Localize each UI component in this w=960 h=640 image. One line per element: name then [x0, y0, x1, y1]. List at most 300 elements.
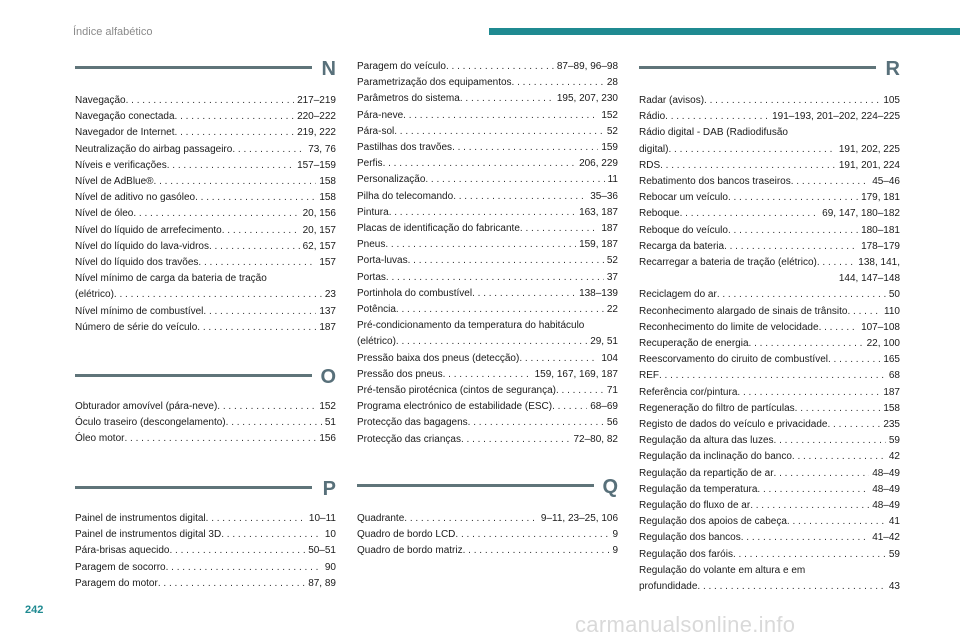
index-entry-label: RDS	[639, 159, 661, 171]
index-entry-label: Paragem de socorro	[75, 561, 166, 573]
leader-dots	[512, 75, 604, 91]
index-entry-pages: 187	[601, 223, 618, 235]
index-entry-label: Parâmetros do sistema	[357, 93, 460, 105]
index-entry-pages: 20, 157	[302, 224, 336, 236]
index-entry	[639, 190, 900, 206]
index-entry	[75, 560, 336, 576]
index-entry	[357, 172, 618, 188]
leader-dots	[206, 511, 306, 527]
leader-dots	[443, 367, 532, 383]
index-entry-label: Navegador de Internet	[75, 127, 175, 139]
index-entry-label: Reconhecimento alargado de sinais de trânsito	[639, 305, 848, 317]
leader-dots	[453, 189, 587, 205]
index-entry-pages: 152	[319, 401, 336, 412]
index-entry-pages: 206, 229	[579, 158, 618, 170]
index-entry-pages: 87, 89	[308, 577, 336, 589]
index-entry	[357, 383, 618, 399]
index-entry-label: Reescorvamento do ciruito de combustível	[639, 354, 828, 366]
index-entry	[75, 543, 336, 559]
index-entry-label: Regulação da temperatura	[639, 483, 758, 495]
index-entry-label: Placas de identificação do fabricante	[357, 223, 520, 235]
index-entry-pages: 110	[884, 305, 900, 317]
index-entry-pages: 178–179	[861, 240, 900, 252]
leader-dots	[158, 576, 305, 592]
leader-dots	[461, 432, 571, 448]
leader-dots	[556, 383, 604, 399]
index-entry-pages: 50–51	[308, 545, 336, 557]
index-entry	[639, 449, 900, 465]
leader-dots	[154, 174, 317, 190]
index-entry-label: Pneus	[357, 239, 386, 251]
index-entry	[75, 93, 336, 109]
index-entry-pages: 35–36	[590, 190, 618, 202]
index-entry-pages: 220–222	[297, 111, 336, 123]
index-entry	[639, 498, 900, 514]
index-entry-label: Pastilhas dos travões	[357, 142, 453, 154]
index-entry-label: Pilha do telecomando	[357, 190, 454, 202]
index-entry-label: Recarregar a bateria de tração (elétrico)	[639, 257, 817, 269]
leader-dots	[124, 431, 316, 447]
leader-dots	[737, 385, 880, 401]
index-entry	[357, 351, 618, 367]
leader-dots	[724, 239, 858, 255]
index-entry-label: Quadro de bordo matriz	[357, 545, 463, 557]
index-entry	[639, 239, 900, 255]
index-entry-label: Portas	[357, 271, 386, 283]
index-entry-label: Reconhecimento do limite de velocidade	[639, 321, 819, 333]
leader-dots	[463, 543, 610, 559]
index-entry	[75, 431, 336, 447]
index-entry-label: (elétrico)	[357, 336, 396, 348]
index-entry-label: Quadrante	[357, 513, 405, 524]
index-entry-pages: 157	[319, 257, 336, 269]
index-entry-pages: 9–11, 23–25, 106	[540, 513, 618, 524]
section-header-n	[75, 58, 336, 94]
index-entry-label: Nível mínimo de combustível	[75, 305, 204, 317]
watermark: carmanualsonline.info	[575, 612, 796, 637]
index-entry-label: Regeneração do filtro de partículas	[639, 402, 795, 414]
index-entry	[75, 399, 336, 415]
index-entry-label: Personalização	[357, 174, 426, 186]
index-entry-label: Número de série do veículo	[75, 321, 198, 333]
index-entry	[639, 352, 900, 368]
index-entry-label: Recarga da bateria	[639, 240, 725, 252]
index-entry	[357, 511, 618, 527]
leader-dots	[133, 206, 299, 222]
leader-dots	[552, 399, 587, 415]
index-entry-first-line: Pré-condicionamento da temperatura do habitáculo	[357, 320, 585, 332]
leader-dots	[166, 560, 322, 576]
index-entry-pages-continued: 144, 147–148	[838, 273, 900, 285]
index-entry	[639, 255, 900, 271]
index-entry-pages: 20, 156	[302, 208, 336, 220]
index-entry-pages: 41	[888, 516, 900, 528]
index-entry	[639, 109, 900, 125]
index-entry-pages: 42	[888, 451, 900, 463]
index-entry-label: Reciclagem do ar	[639, 289, 717, 301]
entry-list-p	[75, 511, 336, 592]
index-entry	[75, 142, 336, 158]
index-entry	[639, 287, 900, 303]
index-entry-pages: 73, 76	[308, 143, 336, 155]
index-entry-label: Regulação da inclinação do banco	[639, 451, 792, 463]
leader-dots	[827, 417, 880, 433]
leader-dots	[472, 286, 576, 302]
index-entry-label: Pára-neve	[357, 109, 404, 121]
index-entry	[357, 108, 618, 124]
leader-dots	[704, 93, 880, 109]
index-entry	[357, 59, 618, 75]
index-entry	[357, 124, 618, 140]
index-entry-label: Óleo motor	[75, 433, 125, 445]
index-entry-label: Navegação	[75, 95, 126, 106]
index-entry-label: Radar (avisos)	[639, 95, 705, 106]
index-entry	[75, 174, 336, 190]
index-entry-label: Parametrização dos equipamentos	[357, 77, 512, 89]
leader-dots	[680, 206, 820, 222]
index-entry-label: Recuperação de energia	[639, 338, 749, 350]
index-entry	[75, 223, 336, 239]
leader-dots	[195, 190, 316, 206]
index-entry	[357, 253, 618, 269]
leader-dots	[728, 223, 858, 239]
leader-dots	[774, 466, 870, 482]
index-entry-pages: 22, 100	[866, 338, 900, 350]
index-entry	[639, 530, 900, 546]
index-entry	[357, 205, 618, 221]
index-entry	[639, 417, 900, 433]
leader-dots	[665, 109, 769, 125]
index-entry-pages: 163, 187	[579, 206, 618, 218]
section-rule	[75, 486, 312, 489]
leader-dots	[383, 156, 577, 172]
leader-dots	[795, 401, 881, 417]
index-entry	[75, 206, 336, 222]
index-entry-pages: 52	[606, 255, 618, 267]
index-entry-first-line: Rádio digital - DAB (Radiodifusão	[639, 127, 788, 139]
section-header-r	[639, 58, 900, 94]
index-entry	[357, 527, 618, 543]
index-entry-label: Rádio	[639, 111, 666, 123]
index-entry	[639, 466, 900, 482]
leader-dots	[757, 482, 869, 498]
leader-dots	[209, 239, 300, 255]
index-entry-pages: 159, 187	[579, 239, 618, 251]
section-letter: O	[320, 366, 336, 388]
index-entry-label: Nível de aditivo no gasóleo	[75, 192, 196, 204]
index-entry-label: Nível de AdBlue®	[75, 176, 154, 188]
index-entry-label: Nível de óleo	[75, 208, 134, 220]
index-entry	[357, 91, 618, 107]
index-entry	[639, 320, 900, 336]
index-entry-label: Reboque do veículo	[639, 224, 728, 236]
index-entry	[357, 543, 618, 559]
index-entry-pages: 138–139	[579, 287, 618, 299]
index-entry	[75, 190, 336, 206]
leader-dots	[126, 93, 294, 109]
index-entry	[357, 140, 618, 156]
index-entry-label: Nível do líquido do lava-vidros	[75, 240, 209, 252]
index-entry	[639, 206, 900, 222]
section-rule	[75, 374, 312, 377]
leader-dots	[389, 205, 576, 221]
index-entry-pages: 9	[612, 529, 618, 541]
leader-dots	[460, 91, 554, 107]
index-entry	[639, 385, 900, 401]
index-entry-label: Protecção das crianças	[357, 433, 461, 445]
index-entry-pages: 158	[319, 192, 336, 204]
section-letter: P	[322, 478, 336, 500]
leader-dots	[175, 109, 295, 125]
index-entry	[357, 367, 618, 383]
index-entry-pages: 48–49	[872, 483, 900, 495]
index-entry-label: Reboque	[639, 208, 680, 220]
index-entry-label: Óculo traseiro (descongelamento)	[75, 417, 226, 429]
index-entry	[75, 109, 336, 125]
index-entry-label: Rebatimento dos bancos traseiros	[639, 176, 791, 188]
section-header-q	[357, 476, 618, 512]
leader-dots	[455, 527, 609, 543]
index-entry-label: Regulação da altura das luzes	[639, 435, 774, 447]
index-entry-pages: 69, 147, 180–182	[822, 208, 900, 220]
leader-dots	[717, 287, 886, 303]
index-entry	[75, 158, 336, 174]
leader-dots	[750, 498, 869, 514]
leader-dots	[733, 547, 886, 563]
index-entry-label: Pára-sol	[357, 125, 395, 137]
index-entry-pages: 165	[883, 354, 900, 366]
index-entry	[75, 125, 336, 141]
leader-dots	[792, 449, 886, 465]
index-entry	[357, 270, 618, 286]
section-header-o	[75, 366, 336, 402]
index-entry	[75, 320, 336, 336]
leader-dots	[221, 527, 322, 543]
leader-dots	[394, 124, 604, 140]
leader-dots	[828, 352, 880, 368]
section-letter: R	[885, 58, 900, 80]
header-title: Índice alfabético	[73, 26, 153, 38]
index-entry-pages: 29, 51	[590, 336, 618, 348]
index-entry-label: Painel de instrumentos digital	[75, 513, 206, 524]
leader-dots	[226, 415, 322, 431]
index-entry-pages: 62, 157	[302, 240, 336, 252]
index-entry-pages: 159	[601, 142, 618, 154]
leader-dots	[170, 543, 306, 559]
leader-dots	[660, 158, 836, 174]
index-entry	[357, 302, 618, 318]
index-entry-label: digital)	[639, 143, 669, 155]
index-entry	[357, 75, 618, 91]
index-entry-label: Programa electrónico de estabilidade (ESC)	[357, 401, 553, 413]
leader-dots	[749, 336, 864, 352]
section-letter: N	[321, 58, 336, 80]
index-entry-label: Obturador amovível (pára-neve)	[75, 401, 218, 412]
index-entry-pages: 179, 181	[861, 192, 900, 204]
leader-dots	[203, 304, 316, 320]
leader-dots	[167, 158, 294, 174]
leader-dots	[468, 415, 604, 431]
index-entry	[639, 304, 900, 320]
index-entry-label: Pára-brisas aquecido	[75, 545, 170, 557]
index-entry-label: Rebocar um veículo	[639, 192, 728, 204]
index-entry-pages: 138, 141,	[858, 257, 900, 269]
leader-dots	[385, 237, 576, 253]
index-entry	[75, 576, 336, 592]
index-entry	[639, 401, 900, 417]
index-entry-label: Paragem do veículo	[357, 61, 446, 72]
index-entry-pages: 71	[606, 385, 618, 397]
index-entry-label: Pressão baixa dos pneus (detecção)	[357, 352, 520, 364]
leader-dots	[232, 142, 305, 158]
index-entry-label: Regulação da repartição de ar	[639, 467, 774, 479]
index-entry-label: REF	[639, 370, 659, 382]
index-entry-pages: 87–89, 96–98	[556, 61, 618, 72]
index-entry	[639, 223, 900, 239]
index-entry-label: Quadro de bordo LCD	[357, 529, 456, 541]
index-entry-first-line: Nível mínimo de carga da bateria de tração	[75, 273, 267, 285]
index-entry-pages: 68–69	[590, 401, 618, 413]
index-entry-label: Portinhola do combustível	[357, 287, 473, 299]
index-entry	[357, 156, 618, 172]
index-entry-label: Potência	[357, 304, 396, 316]
header-accent-bar	[489, 28, 960, 35]
leader-dots	[519, 351, 598, 367]
index-entry	[75, 527, 336, 543]
index-entry-label: Níveis e verificações	[75, 159, 167, 171]
index-entry-pages: 195, 207, 230	[556, 93, 618, 105]
index-entry-label: Navegação conectada	[75, 111, 175, 123]
index-entry-pages: 68	[888, 370, 900, 382]
entry-list-q	[357, 511, 618, 560]
index-entry-label: Porta-luvas	[357, 255, 408, 267]
leader-dots	[386, 270, 604, 286]
index-entry-label: profundidade	[639, 581, 698, 593]
index-entry-label: Regulação dos faróis	[639, 548, 733, 560]
index-entry	[75, 287, 336, 303]
index-entry-pages: 158	[319, 176, 336, 188]
leader-dots	[446, 59, 554, 75]
index-entry-pages: 191–193, 201–202, 224–225	[772, 111, 900, 123]
section-rule	[357, 484, 594, 487]
index-entry-pages: 90	[324, 561, 336, 573]
index-entry-pages: 56	[606, 417, 618, 429]
index-entry-pages: 48–49	[872, 500, 900, 512]
leader-dots	[198, 255, 316, 271]
index-entry-pages: 41–42	[872, 532, 900, 544]
index-entry-label: Referência cor/pintura	[639, 386, 738, 398]
index-entry	[75, 511, 336, 527]
section-rule	[639, 66, 876, 69]
index-entry	[357, 334, 618, 350]
index-entry-pages: 159, 167, 169, 187	[534, 368, 618, 380]
leader-dots	[197, 320, 316, 336]
leader-dots	[817, 255, 855, 271]
index-entry	[639, 482, 900, 498]
index-entry-pages: 10–11	[308, 513, 336, 524]
index-entry-pages: 9	[612, 545, 618, 557]
section-header-p	[75, 478, 336, 514]
index-entry-pages: 23	[324, 289, 336, 301]
section-rule	[75, 66, 312, 69]
index-entry	[639, 368, 900, 384]
index-entry	[357, 221, 618, 237]
index-entry-pages: 51	[324, 417, 336, 429]
index-entry-pages: 37	[606, 271, 618, 283]
index-entry-label: Registo de dados do veículo e privacidade	[639, 419, 828, 431]
leader-dots	[114, 287, 322, 303]
index-entry	[357, 189, 618, 205]
index-entry-first-line: Regulação do volante em altura e em	[639, 564, 806, 576]
index-entry-label: (elétrico)	[75, 289, 114, 301]
leader-dots	[425, 172, 604, 188]
leader-dots	[787, 514, 886, 530]
index-entry-pages: 107–108	[861, 321, 900, 333]
index-entry	[639, 579, 900, 595]
index-entry	[639, 142, 900, 158]
index-entry-pages: 137	[319, 305, 336, 317]
index-entry	[357, 399, 618, 415]
index-entry-pages: 191, 201, 224	[838, 159, 900, 171]
index-entry-label: Pré-tensão pirotécnica (cintos de segurança)	[357, 385, 556, 397]
index-entry-pages: 22	[606, 304, 618, 316]
leader-dots	[452, 140, 598, 156]
index-entry-pages: 43	[888, 581, 900, 593]
leader-dots	[847, 304, 881, 320]
index-entry-pages: 28	[606, 77, 618, 89]
leader-dots	[222, 223, 300, 239]
index-entry	[75, 255, 336, 271]
index-entry-label: Neutralização do airbag passageiro	[75, 143, 233, 155]
entry-list-p-continued	[357, 59, 618, 448]
index-entry-pages: 105	[883, 95, 900, 106]
index-entry-pages: 104	[601, 352, 618, 364]
index-entry-pages: 191, 202, 225	[838, 143, 900, 155]
leader-dots	[741, 530, 869, 546]
index-entry-label: Protecção das bagagens	[357, 417, 468, 429]
index-entry-pages: 187	[319, 321, 336, 333]
leader-dots	[217, 399, 316, 415]
index-entry-label: Painel de instrumentos digital 3D	[75, 529, 222, 541]
index-entry-pages: 48–49	[872, 467, 900, 479]
index-entry	[639, 433, 900, 449]
index-entry-label: Pressão dos pneus	[357, 368, 443, 380]
index-entry	[357, 237, 618, 253]
entry-list-r	[639, 93, 900, 595]
leader-dots	[774, 433, 886, 449]
index-entry-label: Nível do líquido dos travões	[75, 257, 199, 269]
index-entry	[357, 432, 618, 448]
index-entry-label: Regulação do fluxo de ar	[639, 500, 751, 512]
leader-dots	[819, 320, 859, 336]
leader-dots	[396, 334, 587, 350]
leader-dots	[659, 368, 886, 384]
leader-dots	[791, 174, 869, 190]
section-letter: Q	[602, 476, 618, 498]
entry-list-n	[75, 93, 336, 336]
index-entry-pages: 45–46	[872, 176, 900, 188]
index-entry-label: Nível do líquido de arrefecimento	[75, 224, 222, 236]
index-entry-pages: 217–219	[297, 95, 336, 106]
index-entry-pages: 52	[606, 125, 618, 137]
leader-dots	[403, 108, 598, 124]
index-entry-pages: 157–159	[297, 159, 336, 171]
index-entry-pages: 72–80, 82	[573, 433, 618, 445]
index-entry	[75, 304, 336, 320]
index-entry-pages: 156	[319, 433, 336, 445]
index-entry	[639, 336, 900, 352]
index-entry-label: Perfis	[357, 158, 383, 170]
